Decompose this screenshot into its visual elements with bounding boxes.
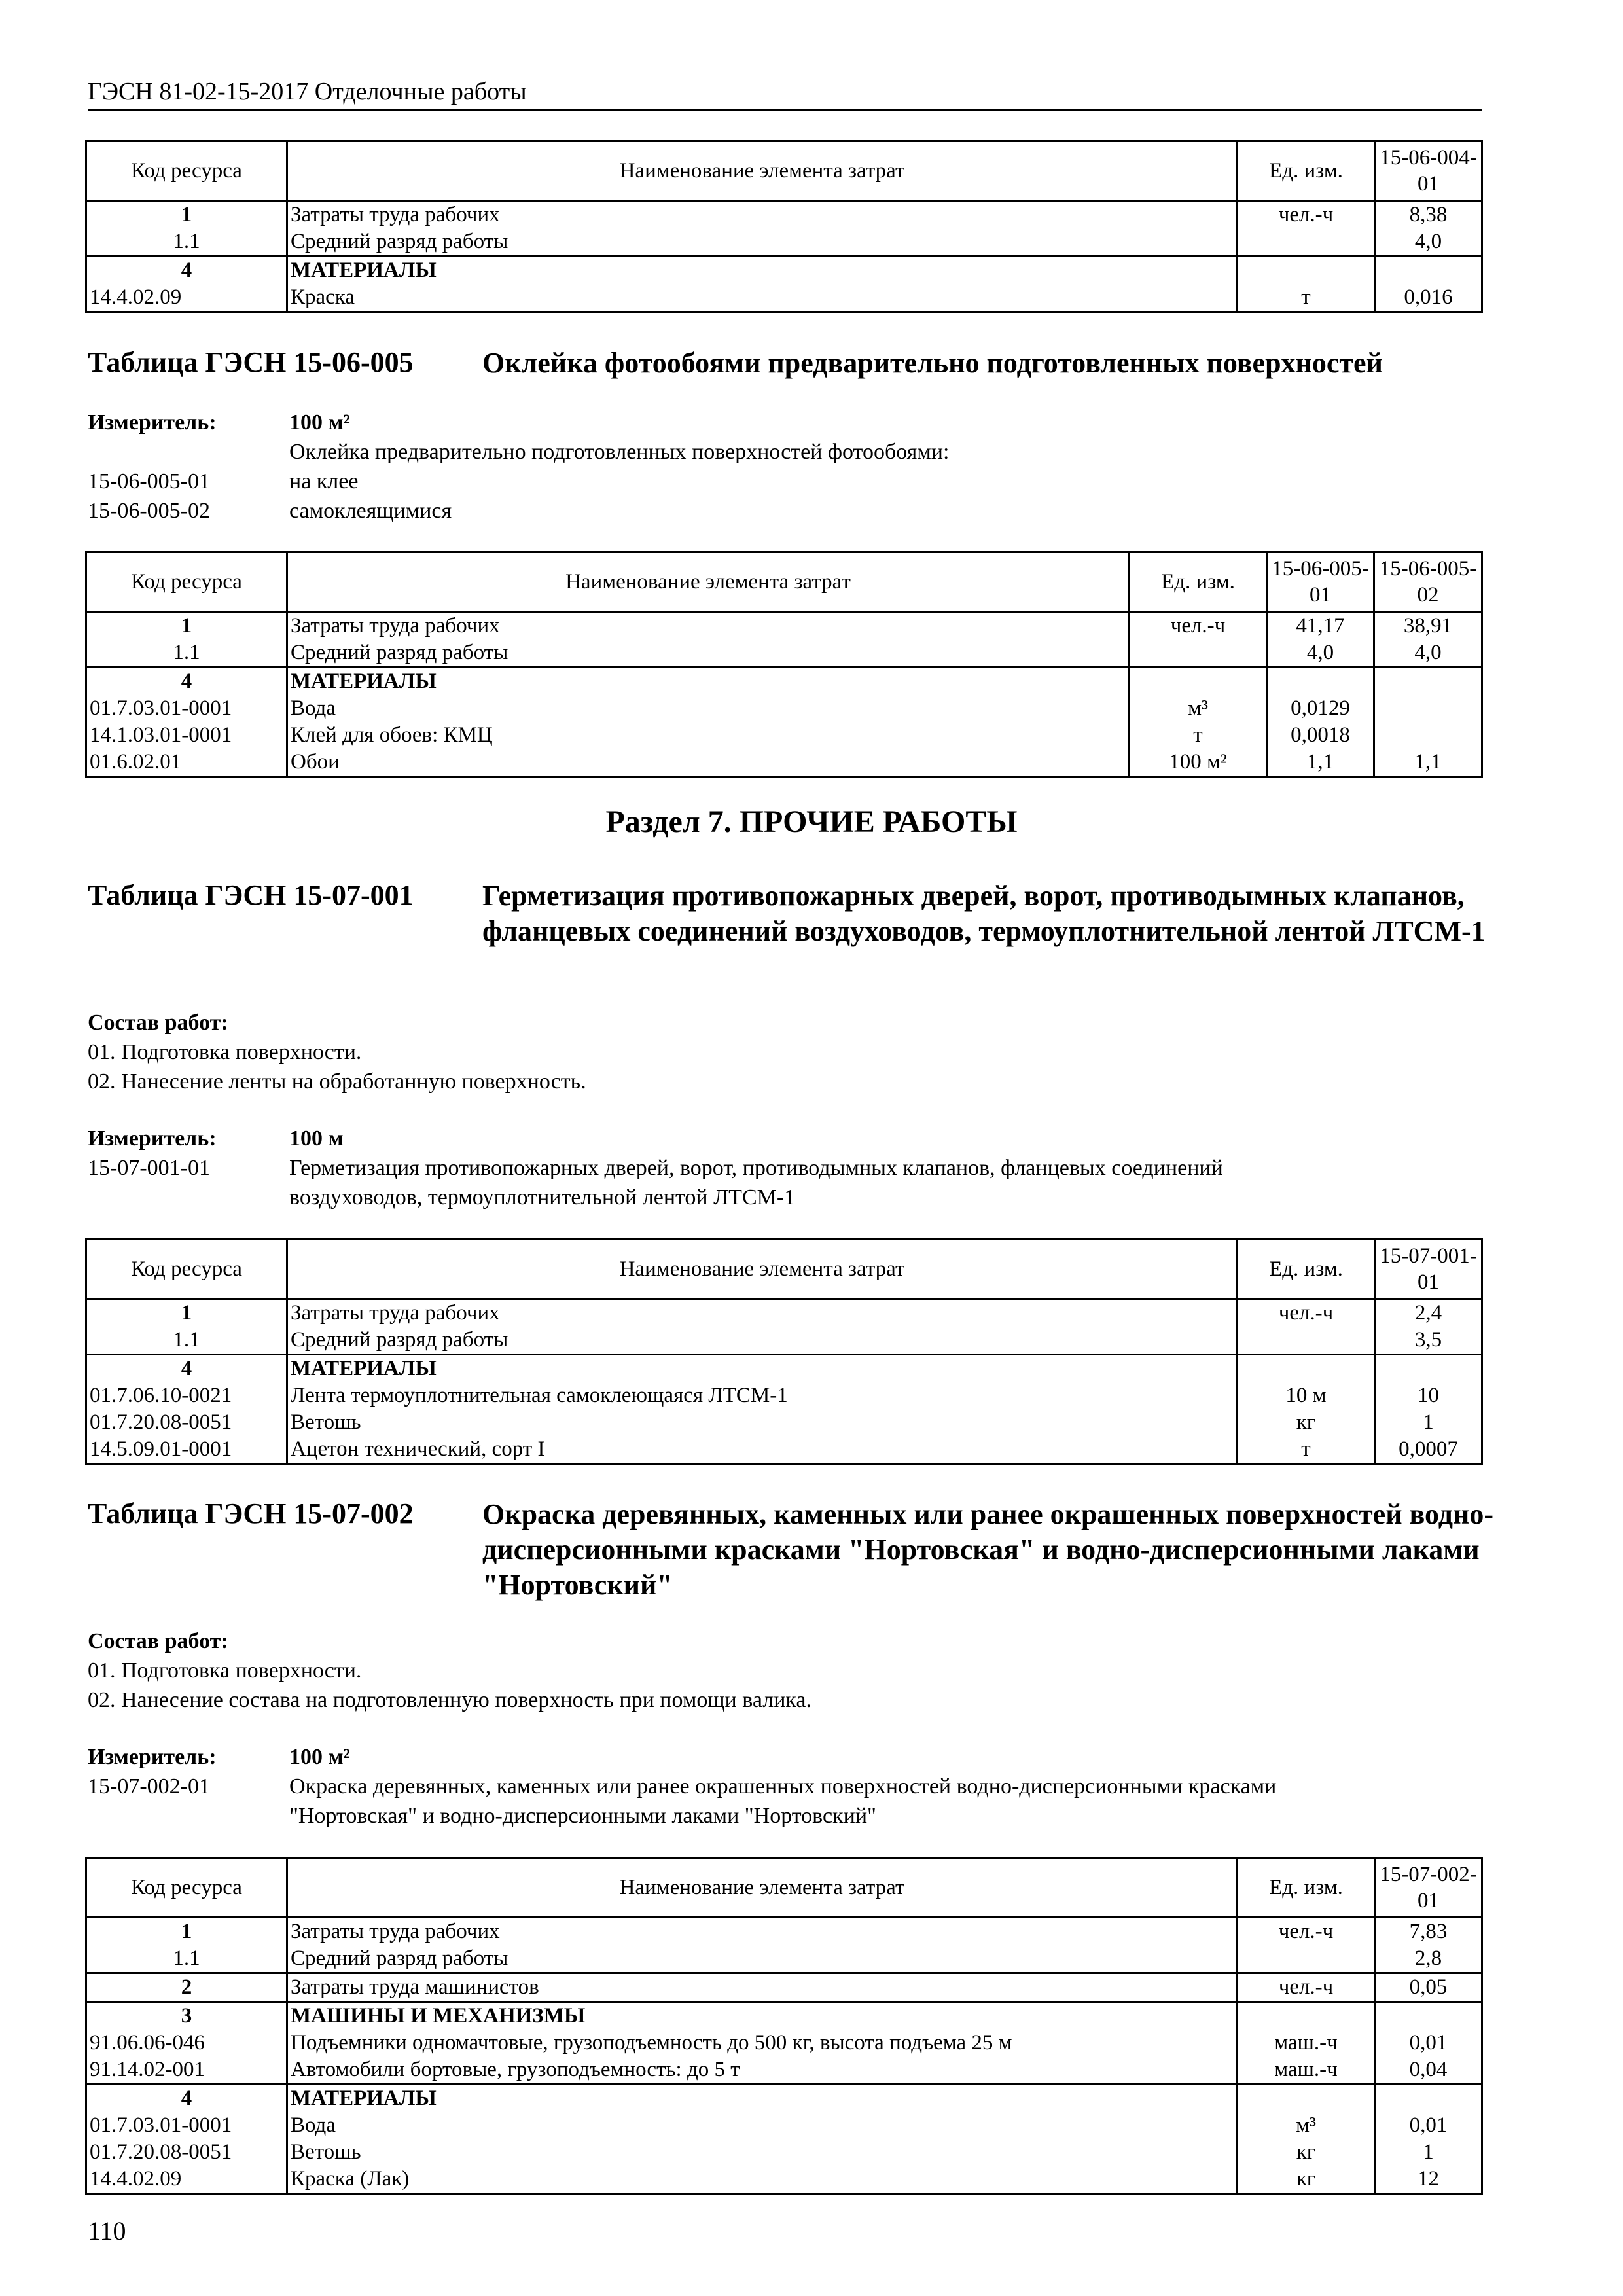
- resource-table-15-06-005: [85, 551, 1483, 778]
- resource-table-15-07-002: [85, 1857, 1483, 2195]
- document-page: ГЭСН 81-02-15-2017 Отделочные работы Код ресурса Наименование элемента затрат Ед. изм. 15-06-004-01 1 Затраты труда рабочих чел.-ч 8,38 1.1 Средний разряд работы 4,0 4 МАТЕРИАЛЫ 14.4.02.09 Краска т 0,016 Таблица ГЭСН 15-06-005 Оклейка фотообоями предварительно подготовленных поверхностей Измеритель: 100 м² Оклейка предварительно подготовленных поверхностей фотообоями: 15-06-005-01 на клее 15-06-005-02 самоклеящимися Код ресурса Наименование элемента затрат Ед. изм. 15-06-005-01 15-06-005-02 1 Затраты труда рабочих чел.-ч 41,17 38,91 1.1 Средний разряд работы 4,0 4,0 4 МАТЕРИАЛЫ 01.7.03.01-0001 Вода м³ 0,0129 14.1.03.01-0001 Клей для обоев: КМЦ т 0,0018 01.6.02.01 Обои 100 м² 1,1 1,1 Раздел 7. ПРОЧИЕ РАБОТЫ Таблица ГЭСН 15-07-001 Герметизация противопожарных дверей, ворот, противодымных клапанов, фланцевых соединений воздуховодов, термоуплотнительной лентой ЛТСМ-1 Состав работ: 01. Подготовка поверхности. 02. Нанесение ленты на обработанную поверхность. Измеритель: 100 м 15-07-001-01 Герметизация противопожарных дверей, ворот, противодымных клапанов, фланцевых соединений воздуховодов, термоуплотнительной лентой ЛТСМ-1 Код ресурса Наименование элемента затрат Ед. изм. 15-07-001-01 1 Затраты труда рабочих чел.-ч 2,4 1.1 Средний разряд работы 3,5 4 МАТЕРИАЛЫ 01.7.06.10-0021 Лента термоуплотнительная самоклеющаяся ЛТСМ-1 10 м 10 01.7.20.08-0051 Ветошь кг 1 14.5.09.01-0001 Ацетон технический, сорт I т 0,0007 Таблица ГЭСН 15-07-002 Окраска деревянных, каменных или ранее окрашенных поверхностей водно-дисперсионными красками "Нортовская" и водно-дисперсионными лаками "Нортовский" Состав работ: 01. Подготовка поверхности. 02. Нанесение состава на подготовленную поверхность при помощи валика. Измеритель: 100 м² 15-07-002-01 Окраска деревянных, каменных или ранее окрашенных поверхностей водно-дисперсионными красками "Нортовская" и водно-дисперсионными лаками "Нортовский" Код ресурса Наименование элемента затрат Ед. изм. 15-07-002-01 1 Затраты труда рабочих чел.-ч 7,83 1.1 Средний разряд работы 2,8 2 Затраты труда машинистов чел.-ч 0,05 3 МАШИНЫ И МЕХАНИЗМЫ 91.06.06-046 Подъемники одномачтовые, грузоподъемность до 500 кг, высота подъема 25 м маш.-ч 0,01 91.14.02-001 Автомобили бортовые, грузоподъемность: до 5 т маш.-ч 0,04 4 МАТЕРИАЛЫ 01.7.03.01-0001 Вода м³ 0,01 01.7.20.08-0051 Ветошь кг 1 14.4.02.09 Краска (Лак) кг 12 110: [0, 0, 1623, 2296]
- table-row: 1 Затраты труда рабочих чел.-ч 41,17 38,91: [86, 612, 1482, 640]
- col-header-unit: Ед. изм.: [1238, 141, 1375, 201]
- table-header-row: Код ресурса Наименование элемента затрат Ед. изм. 15-07-001-01: [86, 1240, 1482, 1299]
- table-row: 14.4.02.09 Краска (Лак) кг 12: [86, 2166, 1482, 2194]
- table-row: 1.1 Средний разряд работы 2,8: [86, 1945, 1482, 1973]
- table-row: 91.14.02-001 Автомобили бортовые, грузоподъемность: до 5 т маш.-ч 0,04: [86, 2056, 1482, 2085]
- table-row: 14.1.03.01-0001 Клей для обоев: КМЦ т 0,0018: [86, 722, 1482, 749]
- col-header-code: Код ресурса: [86, 141, 287, 201]
- table-row: 01.7.20.08-0051 Ветошь кг 1: [86, 1409, 1482, 1436]
- page-number: 110: [88, 2216, 126, 2246]
- table-row: 4 МАТЕРИАЛЫ: [86, 1355, 1482, 1383]
- table-header-row: Код ресурса Наименование элемента затрат Ед. изм. 15-07-002-01: [86, 1858, 1482, 1918]
- table-row: 14.5.09.01-0001 Ацетон технический, сорт I т 0,0007: [86, 1436, 1482, 1464]
- table-row: 01.7.03.01-0001 Вода м³ 0,01: [86, 2112, 1482, 2139]
- resource-table-15-07-001: [85, 1238, 1483, 1465]
- running-header: ГЭСН 81-02-15-2017 Отделочные работы: [88, 77, 1482, 111]
- table-row: 01.7.03.01-0001 Вода м³ 0,0129: [86, 695, 1482, 722]
- section-heading: Раздел 7. ПРОЧИЕ РАБОТЫ: [605, 804, 1018, 839]
- table-row: 2 Затраты труда машинистов чел.-ч 0,05: [86, 1973, 1482, 2002]
- table-row: 1 Затраты труда рабочих чел.-ч 7,83: [86, 1918, 1482, 1946]
- table-row: 91.06.06-046 Подъемники одномачтовые, грузоподъемность до 500 кг, высота подъема 25 м маш.-ч 0,01: [86, 2030, 1482, 2056]
- table-header-row: [86, 141, 1482, 201]
- table-row: 01.7.20.08-0051 Ветошь кг 1: [86, 2139, 1482, 2166]
- table-row: 4 МАТЕРИАЛЫ: [86, 257, 1482, 285]
- table-row: 4 МАТЕРИАЛЫ: [86, 2085, 1482, 2113]
- table-row: 1 Затраты труда рабочих чел.-ч 2,4: [86, 1299, 1482, 1327]
- table-header-row: Код ресурса Наименование элемента затрат Ед. изм. 15-06-005-01 15-06-005-02: [86, 552, 1482, 612]
- table-row: 1.1 Средний разряд работы 4,0 4,0: [86, 639, 1482, 668]
- table-row: 14.4.02.09 Краска т 0,016: [86, 284, 1482, 312]
- resource-table-15-06-004: [85, 140, 1483, 313]
- table-row: 01.7.06.10-0021 Лента термоуплотнительная самоклеющаяся ЛТСМ-1 10 м 10: [86, 1382, 1482, 1409]
- table-row: 1.1 Средний разряд работы 3,5: [86, 1327, 1482, 1355]
- col-header-number: 15-06-004-01: [1375, 141, 1482, 201]
- table-row: 1.1 Средний разряд работы 4,0: [86, 228, 1482, 257]
- table-row: 01.6.02.01 Обои 100 м² 1,1 1,1: [86, 749, 1482, 777]
- table-row: 4 МАТЕРИАЛЫ: [86, 668, 1482, 696]
- table-row: 1 Затраты труда рабочих чел.-ч 8,38: [86, 201, 1482, 229]
- col-header-name: Наименование элемента затрат: [287, 141, 1238, 201]
- table-row: 3 МАШИНЫ И МЕХАНИЗМЫ: [86, 2002, 1482, 2030]
